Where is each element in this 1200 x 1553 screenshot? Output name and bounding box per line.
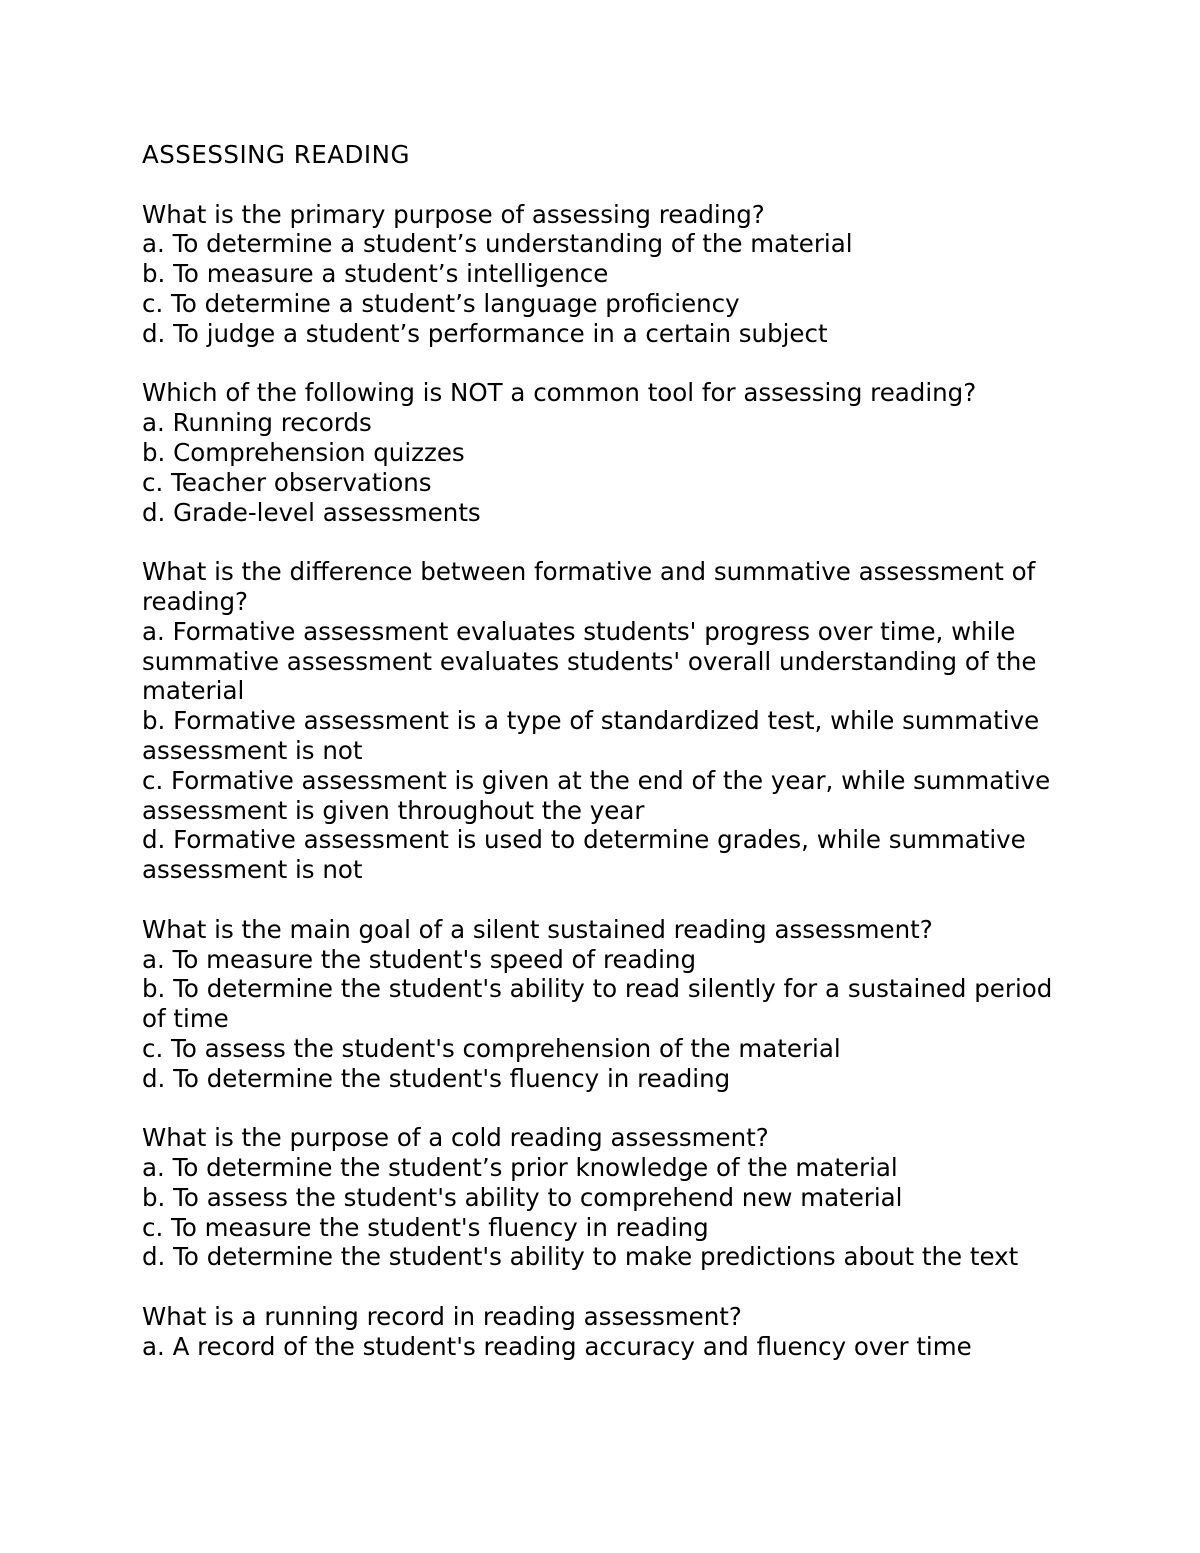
option-d: d. To judge a student’s performance in a certain subject xyxy=(142,318,828,348)
question-1 xyxy=(142,200,1082,349)
question-5 xyxy=(142,1123,1082,1272)
option-c: c. Teacher observations xyxy=(142,467,432,497)
question-2 xyxy=(142,378,1082,527)
option-a: a. To measure the student's speed of reading xyxy=(142,944,697,974)
option-d: d. To determine the student's ability to make predictions about the text xyxy=(142,1242,1019,1272)
question-3 xyxy=(142,557,1082,885)
option-a: a. A record of the student's reading accuracy and fluency over time xyxy=(142,1331,972,1361)
document-page xyxy=(142,140,1082,1391)
option-a: a. To determine a student’s understanding of the material xyxy=(142,229,853,259)
option-c: c. To measure the student's fluency in reading xyxy=(142,1212,709,1242)
option-a: a. Running records xyxy=(142,408,372,438)
document-title: ASSESSING READING xyxy=(142,140,410,169)
option-b: b. To measure a student’s intelligence xyxy=(142,259,609,289)
option-c: c. To determine a student’s language proficiency xyxy=(142,288,740,318)
question-text: What is the purpose of a cold reading assessment? xyxy=(142,1123,769,1153)
question-text: What is the difference between formative and summative assessment of reading? xyxy=(142,557,1036,616)
question-text: Which of the following is NOT a common tool for assessing reading? xyxy=(142,378,977,408)
option-d: d. Grade-level assessments xyxy=(142,497,481,527)
option-a: a. Formative assessment evaluates students' progress over time, while summative assessment evaluates students' overall understanding of the material xyxy=(142,616,1037,706)
question-text: What is the primary purpose of assessing reading? xyxy=(142,199,765,229)
option-c: c. Formative assessment is given at the end of the year, while summative assessment is given throughout the year xyxy=(142,765,1051,825)
option-a: a. To determine the student’s prior knowledge of the material xyxy=(142,1153,898,1183)
question-text: What is the main goal of a silent sustained reading assessment? xyxy=(142,914,933,944)
question-text: What is a running record in reading assessment? xyxy=(142,1302,742,1332)
option-c: c. To assess the student's comprehension of the material xyxy=(142,1033,841,1063)
option-d: d. Formative assessment is used to determine grades, while summative assessment is not xyxy=(142,825,1026,885)
option-d: d. To determine the student's fluency in reading xyxy=(142,1063,731,1093)
option-b: b. To assess the student's ability to comprehend new material xyxy=(142,1182,903,1212)
option-b: b. Formative assessment is a type of standardized test, while summative assessment is not xyxy=(142,706,1040,765)
option-b: b. Comprehension quizzes xyxy=(142,437,465,467)
question-4 xyxy=(142,915,1082,1094)
option-b: b. To determine the student's ability to read silently for a sustained period of time xyxy=(142,974,1053,1034)
question-6 xyxy=(142,1302,1082,1362)
